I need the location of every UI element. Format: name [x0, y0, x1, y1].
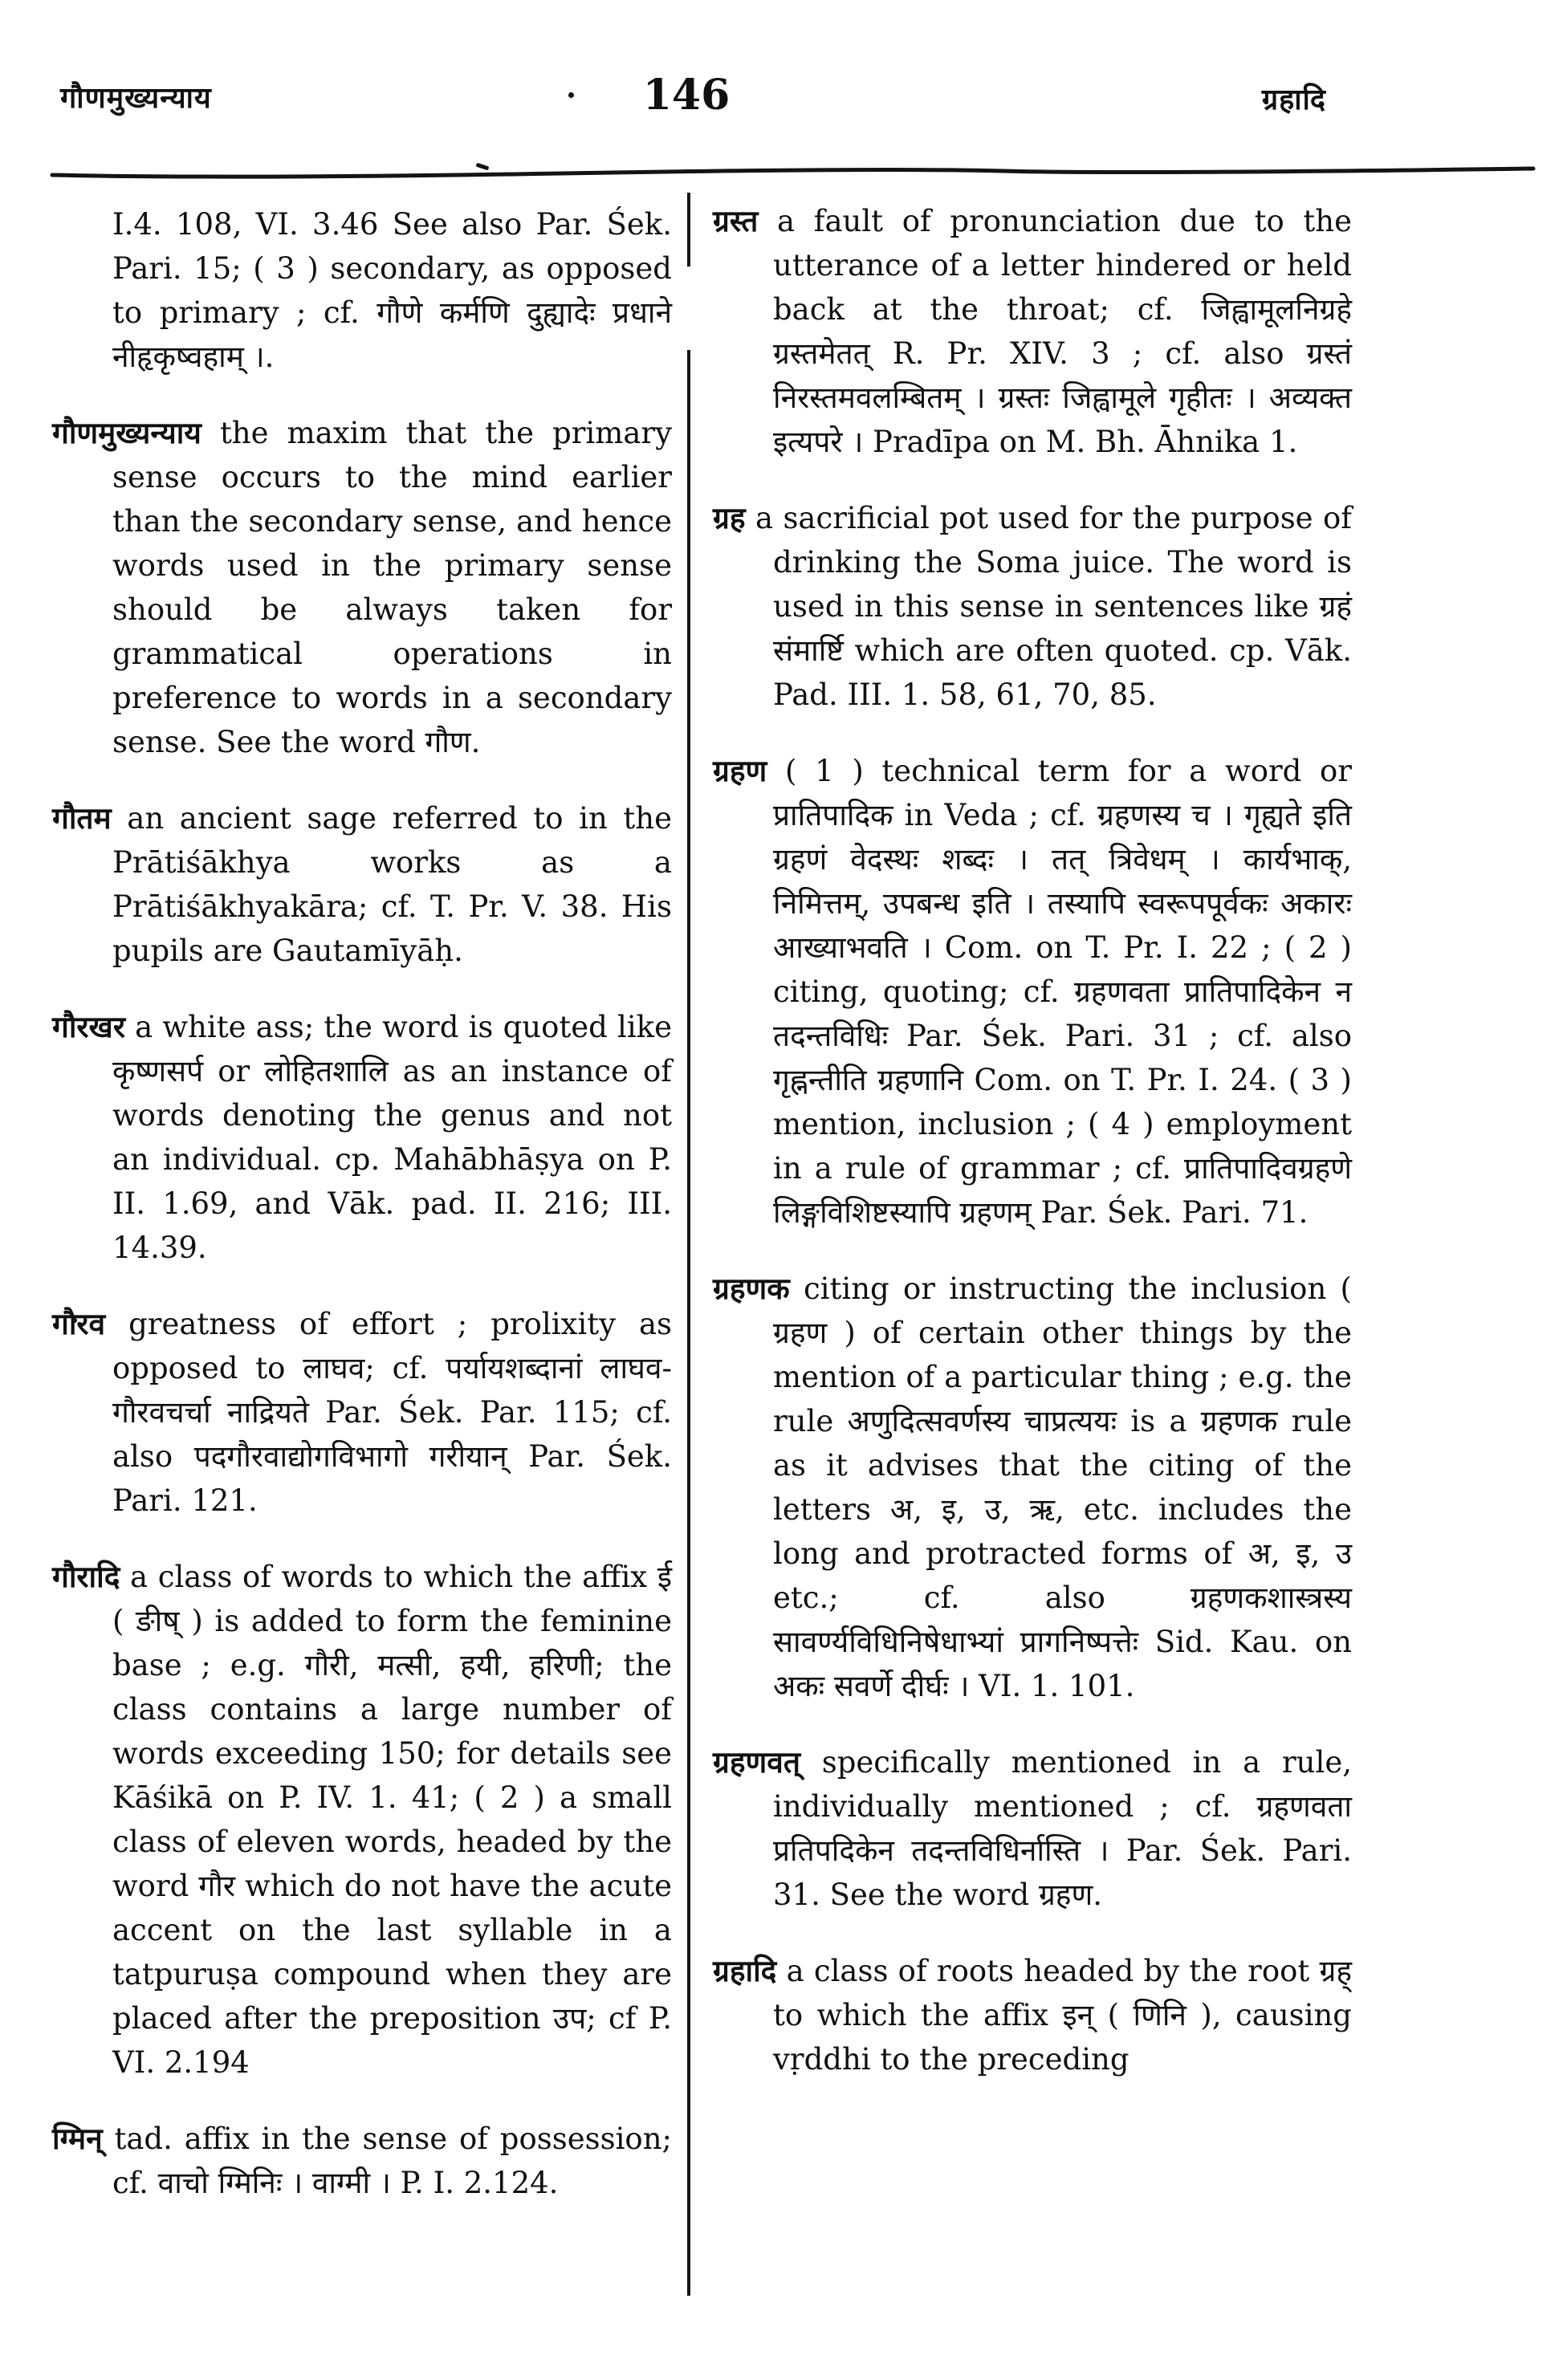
scan-speck: [568, 92, 574, 98]
entry-body: the maxim that the primary sense occurs to the mind earlier than the secondary sense, and hence words used in the primary sense should be always taken for grammatical operations in preference to words in a secondary sense. See the word गौण.: [112, 416, 673, 759]
column-divider: [687, 193, 690, 266]
header-rule-line: [0, 161, 1567, 188]
entry-body: an ancient sage referred to in the Prātiśākhya works as a Prātiśākhyakāra; cf. T. Pr. V. 38. His pupils are Gautamīyāḥ.: [112, 801, 673, 968]
entry-headword: ग्रहणक: [713, 1271, 790, 1306]
dictionary-entry: [52, 1302, 672, 1523]
dictionary-entry: [52, 202, 672, 379]
dictionary-entry: [713, 1949, 1352, 2081]
entry-body: a white ass; the word is quoted like कृष्णसर्प or लोहितशालि as an instance of words denoting the genus and not an individual. cp. Mahābhāṣya on P. II. 1.69, and Vāk. pad. II. 216; III. 14.39.: [112, 1010, 672, 1265]
dictionary-entry: [713, 749, 1352, 1235]
entry-body: I.4. 108, VI. 3.46 See also Par. Śek. Pari. 15; ( 3 ) secondary, as opposed to primary ; cf. गौणे कर्मणि दुह्यादेः प्रधाने नीहृकृष्वहाम् ।.: [112, 207, 672, 374]
column-divider: [687, 350, 690, 2296]
entry-headword: ग्रहण: [713, 753, 767, 788]
header-right-catchword: ग्रहादि: [1261, 83, 1326, 116]
entry-body: greatness of effort ; prolixity as opposed to लाघव; cf. पर्यायशब्दानां लाघव-गौरवचर्चा नाद्रियते Par. Śek. Par. 115; cf. also पदगौरवाद्योगविभागो गरीयान् Par. Śek. Pari. 121.: [112, 1307, 672, 1518]
entry-headword: ग्रह: [713, 500, 746, 535]
right-column: [713, 199, 1352, 2114]
dictionary-entry: [52, 411, 672, 764]
dictionary-entry: [52, 796, 672, 973]
dictionary-entry: [52, 2117, 672, 2205]
entry-body: a class of words to which the affix ई ( ङीष् ) is added to form the feminine base ; e.g. गौरी, मत्सी, हयी, हरिणी; the class contains a large number of words exceeding 150; for details see Kāśikā on P. IV. 1. 41; ( 2 ) a small class of eleven words, headed by the word गौर which do not have the acute accent on the last syllable in a tatpuruṣa compound when they are placed after the preposition उप; cf P. VI. 2.194: [112, 1560, 672, 2080]
dictionary-entry: [52, 1005, 672, 1270]
entry-headword: ग्मिन्: [52, 2121, 103, 2156]
entry-headword: गौतम: [52, 800, 112, 836]
entry-headword: गौरखर: [52, 1009, 125, 1044]
entry-body: ( 1 ) technical term for a word or प्रातिपादिक in Veda ; cf. ग्रहणस्य च । गृह्यते इति ग्रहणं वेदस्थः शब्दः । तत् त्रिवेधम् । कार्यभाक्, निमित्तम्, उपबन्ध इति । तस्यापि स्वरूपपूर्वकः अकारः आख्याभवति । Com. on T. Pr. I. 22 ; ( 2 ) citing, quoting; cf. ग्रहणवता प्रातिपादिकेन न तदन्तविधिः Par. Śek. Pari. 31 ; cf. also गृह्नन्तीति ग्रहणानि Com. on T. Pr. I. 24. ( 3 ) mention, inclusion ; ( 4 ) employment in a rule of grammar ; cf. प्रातिपादिवग्रहणे लिङ्गविशिष्टस्यापि ग्रहणम् Par. Śek. Pari. 71.: [773, 754, 1352, 1230]
dictionary-entry: [52, 1555, 672, 2085]
left-column: [52, 202, 672, 2237]
entry-body: a sacrificial pot used for the purpose of drinking the Soma juice. The word is used in this sense in sentences like ग्रहं संमार्ष्टि which are often quoted. cp. Vāk. Pad. III. 1. 58, 61, 70, 85.: [755, 501, 1352, 712]
entry-body: a fault of pronunciation due to the utterance of a letter hindered or held back at the throat; cf. जिह्वामूलनिग्रहे ग्रस्तमेतत् R. Pr. XIV. 3 ; cf. also ग्रस्तं निरस्तमवलम्बितम् । ग्रस्तः जिह्वामूले गृहीतः । अव्यक्त इत्यपरे । Pradīpa on M. Bh. Āhnika 1.: [773, 204, 1353, 459]
entry-headword: ग्रहादि: [713, 1953, 777, 1988]
header-left-catchword: गौणमुख्यन्याय: [60, 81, 212, 115]
entry-headword: गौणमुख्यन्याय: [52, 415, 201, 450]
entry-body: specifically mentioned in a rule, individually mentioned ; cf. ग्रहणवता प्रतिपदिकेन तदन्तविधिर्नास्ति । Par. Śek. Pari. 31. See the word ग्रहण.: [773, 1745, 1352, 1912]
dictionary-entry: [713, 1740, 1352, 1917]
entry-headword: ग्रहणवत्: [713, 1744, 800, 1780]
dictionary-entry: [713, 199, 1352, 464]
entry-body: tad. affix in the sense of possession; cf. वाचो ग्मिनिः । वाग्मी । P. I. 2.124.: [112, 2122, 672, 2200]
entry-headword: गौरादि: [52, 1559, 120, 1594]
entry-headword: ग्रस्त: [713, 203, 759, 238]
entry-body: citing or instructing the inclusion ( ग्रहण ) of certain other things by the mention of a particular thing ; e.g. the rule अणुदित्सवर्णस्य चाप्रत्ययः is a ग्रहणक rule as it advises that the citing of the letters अ, इ, उ, ऋ, etc. includes the long and protracted forms of अ, इ, उ etc.; cf. also ग्रहणकशास्त्रस्य सावर्ण्यविधिनिषेधाभ्यां प्रागनिष्पत्तेः Sid. Kau. on अकः सवर्णे दीर्घः । VI. 1. 101.: [773, 1271, 1352, 1703]
dictionary-entry: [713, 1267, 1352, 1708]
entry-headword: गौरव: [52, 1306, 106, 1341]
dictionary-entry: [713, 496, 1352, 717]
page-number: 146: [642, 71, 731, 120]
entry-body: a class of roots headed by the root ग्रह् to which the affix इन् ( णिनि ), causing vṛddhi to the preceding: [773, 1954, 1352, 2077]
